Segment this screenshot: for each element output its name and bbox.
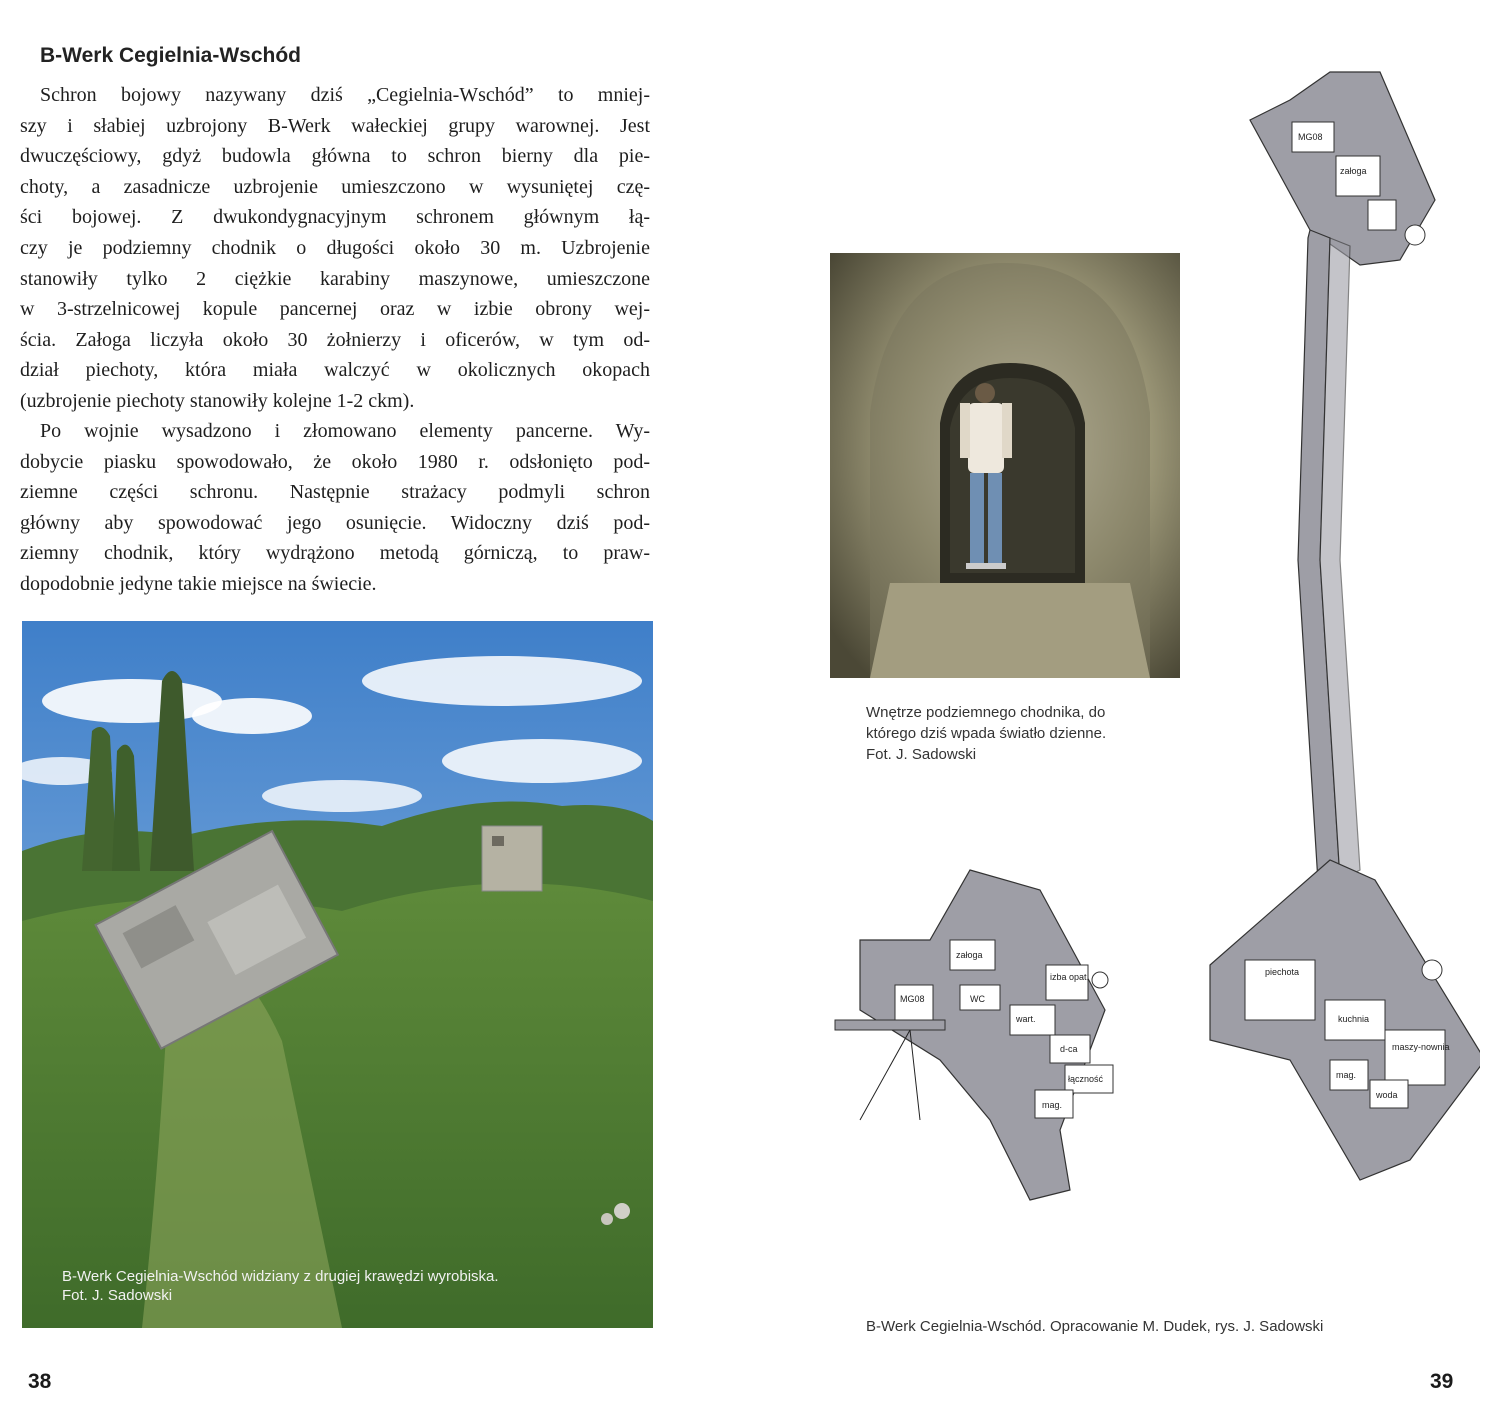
caption-line: Wnętrze podziemnego chodnika, do — [866, 704, 1106, 721]
landscape-photo-caption — [62, 1267, 499, 1305]
room-zaloga-top — [1336, 156, 1380, 196]
text-line: dobycie piasku spowodowało, że około 1980 r. odsłonięto pod- — [20, 450, 650, 473]
room-mg08-left — [895, 985, 933, 1025]
label-dca: d-ca — [1060, 1044, 1078, 1054]
label-izba-opat: izba opat. — [1050, 972, 1090, 982]
text-line: ści bojowej. Z dwukondygnacyjnym schronem głównym łą- — [20, 206, 650, 229]
text-line: główny aby spowodować jego osunięcie. Widoczny dziś pod- — [20, 511, 650, 534]
text-line: w 3-strzelnicowej kopule pancernej oraz w izbie obrony wej- — [20, 298, 650, 321]
room-izba-opat — [1046, 965, 1088, 1000]
text-line: choty, a zasadnicze uzbrojenie umieszczono w wysuniętej czę- — [20, 175, 650, 198]
text-line: dział piechoty, która miała walczyć w okolicznych okopach — [20, 359, 650, 382]
bunker-landscape-photo — [22, 621, 653, 1328]
label-kuchnia: kuchnia — [1338, 1014, 1370, 1024]
label-mg08-top: MG08 — [1298, 132, 1323, 142]
section-heading: B-Werk Cegielnia-Wschód — [40, 44, 301, 67]
text-line: Schron bojowy nazywany dziś „Cegielnia-Wschód” to mniej- — [40, 84, 650, 106]
caption-line: B-Werk Cegielnia-Wschód widziany z drugiej krawędzi wyrobiska. — [62, 1268, 499, 1285]
bunker-floor-plan — [820, 60, 1480, 1260]
label-lacznosc: łączność — [1068, 1074, 1104, 1084]
combat-block — [1250, 72, 1435, 265]
label-mag-right: mag. — [1336, 1070, 1357, 1080]
label-zaloga-top: załoga — [1340, 166, 1367, 176]
label-wart: wart. — [1016, 1014, 1036, 1024]
caption-line: którego dziś wpada światło dzienne. — [866, 725, 1107, 742]
text-line: czy je podziemny chodnik o długości około 30 m. Uzbrojenie — [20, 236, 650, 259]
text-line: szy i słabiej uzbrojony B-Werk wałeckiej grupy warownej. Jest — [20, 114, 650, 137]
text-line: ziemne części schronu. Następnie strażacy podmyli schron — [20, 481, 650, 504]
label-mag-left: mag. — [1042, 1100, 1063, 1110]
caption-line: Fot. J. Sadowski — [866, 746, 977, 763]
paragraph-2 — [20, 416, 650, 600]
label-wc: WC — [970, 994, 985, 1004]
tunnel-passage — [1298, 230, 1360, 882]
label-mg08-left: MG08 — [900, 994, 925, 1004]
plan-caption: B-Werk Cegielnia-Wschód. Opracowanie M. Dudek, rys. J. Sadowski — [866, 1318, 1324, 1335]
text-line: dwuczęściowy, gdyż budowla główna to schron bierny dla pie- — [20, 145, 650, 168]
label-maszynownia: maszy-nownia — [1392, 1042, 1450, 1052]
label-woda: woda — [1376, 1090, 1398, 1100]
text-line: (uzbrojenie piechoty stanowiły kolejne 1-2 ckm). — [20, 389, 415, 412]
room-stairs-top — [1368, 200, 1396, 230]
label-zaloga-left: załoga — [956, 950, 983, 960]
room-maszynownia — [1385, 1030, 1445, 1085]
page-number-right: 39 — [1430, 1370, 1454, 1393]
text-line: Po wojnie wysadzono i złomowano elementy pancerne. Wy- — [40, 420, 650, 442]
caption-line: Fot. J. Sadowski — [62, 1287, 173, 1304]
paragraph-1 — [20, 80, 650, 417]
text-line: ziemny chodnik, który wydrążono metodą górniczą, to praw- — [20, 542, 650, 565]
main-shelter-left — [835, 870, 1113, 1200]
text-line: dopodobnie jedyne takie miejsce na świecie. — [20, 572, 377, 595]
text-line: stanowiły tylko 2 ciężkie karabiny maszynowe, umieszczone — [20, 267, 650, 290]
main-shelter-right — [1210, 860, 1480, 1180]
text-line: ścia. Załoga liczyła około 30 żołnierzy i oficerów, w tym od- — [20, 328, 650, 351]
landscape-illustration — [22, 621, 653, 1328]
page-number-left: 38 — [28, 1370, 52, 1393]
label-piechota: piechota — [1265, 967, 1300, 977]
